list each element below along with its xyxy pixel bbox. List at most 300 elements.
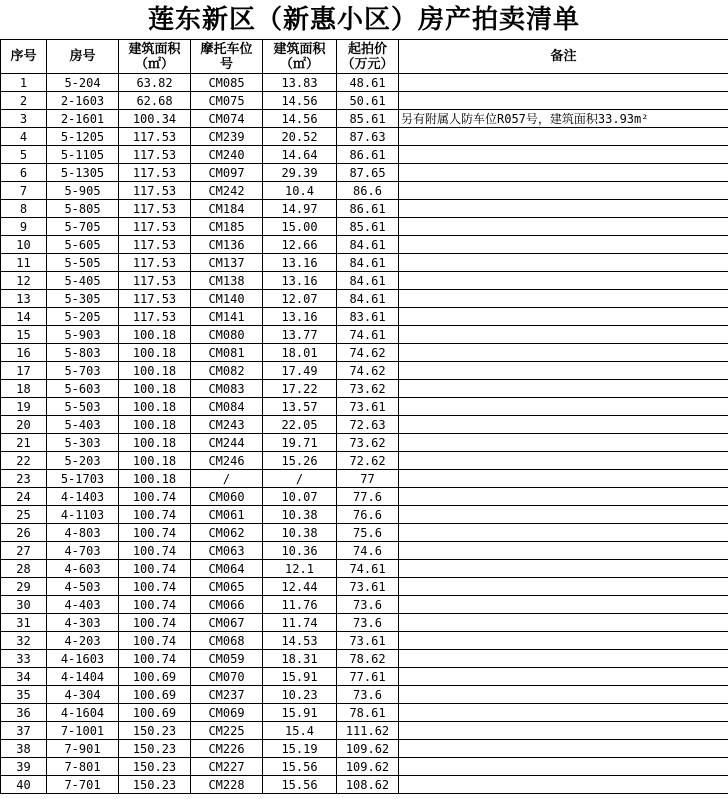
cell-note — [399, 416, 728, 434]
cell-area: 100.18 — [119, 434, 191, 452]
cell-room: 2-1603 — [47, 92, 119, 110]
cell-room: 4-203 — [47, 632, 119, 650]
cell-note — [399, 362, 728, 380]
table-row — [1, 776, 728, 794]
cell-seq: 38 — [1, 740, 47, 758]
cell-room: 5-705 — [47, 218, 119, 236]
header-moto: 摩托车位 号 — [191, 40, 263, 74]
cell-room: 5-605 — [47, 236, 119, 254]
cell-area: 117.53 — [119, 290, 191, 308]
cell-moto-area: 12.1 — [263, 560, 337, 578]
cell-price: 73.61 — [337, 632, 399, 650]
table-row — [1, 596, 728, 614]
cell-seq: 12 — [1, 272, 47, 290]
cell-note — [399, 488, 728, 506]
cell-moto-area: 17.49 — [263, 362, 337, 380]
table-row — [1, 344, 728, 362]
table-row — [1, 452, 728, 470]
table-row — [1, 254, 728, 272]
cell-moto-area: 13.77 — [263, 326, 337, 344]
cell-moto-area: 12.66 — [263, 236, 337, 254]
cell-moto-area: 22.05 — [263, 416, 337, 434]
cell-seq: 13 — [1, 290, 47, 308]
cell-seq: 8 — [1, 200, 47, 218]
cell-seq: 11 — [1, 254, 47, 272]
cell-room: 5-1305 — [47, 164, 119, 182]
cell-room: 5-1205 — [47, 128, 119, 146]
cell-room: 4-1403 — [47, 488, 119, 506]
cell-area: 100.69 — [119, 686, 191, 704]
auction-table — [0, 39, 728, 794]
cell-moto-area: 18.01 — [263, 344, 337, 362]
cell-area: 100.74 — [119, 614, 191, 632]
cell-price: 87.65 — [337, 164, 399, 182]
cell-moto: CM141 — [191, 308, 263, 326]
cell-seq: 2 — [1, 92, 47, 110]
cell-area: 100.18 — [119, 380, 191, 398]
cell-seq: 32 — [1, 632, 47, 650]
table-row — [1, 308, 728, 326]
cell-moto: CM185 — [191, 218, 263, 236]
cell-room: 5-503 — [47, 398, 119, 416]
cell-seq: 21 — [1, 434, 47, 452]
cell-area: 117.53 — [119, 254, 191, 272]
cell-room: 4-303 — [47, 614, 119, 632]
cell-moto: CM225 — [191, 722, 263, 740]
cell-note — [399, 506, 728, 524]
cell-note — [399, 632, 728, 650]
cell-moto-area: 13.16 — [263, 308, 337, 326]
cell-room: 5-203 — [47, 452, 119, 470]
cell-moto: CM061 — [191, 506, 263, 524]
cell-price: 73.6 — [337, 686, 399, 704]
cell-seq: 29 — [1, 578, 47, 596]
cell-moto: CM070 — [191, 668, 263, 686]
table-row — [1, 632, 728, 650]
cell-moto-area: / — [263, 470, 337, 488]
cell-room: 5-204 — [47, 74, 119, 92]
cell-seq: 4 — [1, 128, 47, 146]
table-body — [1, 74, 728, 794]
cell-note — [399, 290, 728, 308]
cell-room: 7-801 — [47, 758, 119, 776]
cell-moto: / — [191, 470, 263, 488]
cell-seq: 7 — [1, 182, 47, 200]
cell-moto: CM240 — [191, 146, 263, 164]
cell-seq: 31 — [1, 614, 47, 632]
cell-moto-area: 13.16 — [263, 254, 337, 272]
cell-room: 5-205 — [47, 308, 119, 326]
cell-seq: 33 — [1, 650, 47, 668]
cell-seq: 27 — [1, 542, 47, 560]
cell-moto: CM082 — [191, 362, 263, 380]
cell-room: 4-803 — [47, 524, 119, 542]
header-moto-area: 建筑面积 （㎡） — [263, 40, 337, 74]
cell-price: 84.61 — [337, 236, 399, 254]
cell-area: 100.18 — [119, 362, 191, 380]
cell-note — [399, 182, 728, 200]
cell-note — [399, 722, 728, 740]
cell-area: 117.53 — [119, 236, 191, 254]
table-row — [1, 668, 728, 686]
cell-note — [399, 614, 728, 632]
cell-price: 84.61 — [337, 290, 399, 308]
cell-area: 100.69 — [119, 704, 191, 722]
table-row — [1, 92, 728, 110]
cell-note — [399, 758, 728, 776]
table-row — [1, 740, 728, 758]
cell-moto: CM080 — [191, 326, 263, 344]
table-row — [1, 164, 728, 182]
table-row — [1, 560, 728, 578]
cell-moto-area: 13.83 — [263, 74, 337, 92]
cell-note — [399, 236, 728, 254]
cell-moto-area: 15.91 — [263, 668, 337, 686]
cell-area: 117.53 — [119, 218, 191, 236]
cell-note — [399, 668, 728, 686]
cell-seq: 36 — [1, 704, 47, 722]
table-row — [1, 578, 728, 596]
cell-room: 4-1103 — [47, 506, 119, 524]
cell-room: 4-304 — [47, 686, 119, 704]
cell-moto-area: 15.91 — [263, 704, 337, 722]
cell-note — [399, 470, 728, 488]
cell-moto-area: 15.26 — [263, 452, 337, 470]
cell-note — [399, 74, 728, 92]
cell-price: 109.62 — [337, 758, 399, 776]
cell-seq: 35 — [1, 686, 47, 704]
cell-seq: 5 — [1, 146, 47, 164]
cell-price: 74.62 — [337, 362, 399, 380]
cell-seq: 15 — [1, 326, 47, 344]
cell-seq: 22 — [1, 452, 47, 470]
cell-seq: 24 — [1, 488, 47, 506]
cell-moto: CM064 — [191, 560, 263, 578]
cell-moto-area: 14.56 — [263, 110, 337, 128]
cell-price: 86.61 — [337, 146, 399, 164]
header-area: 建筑面积 （㎡） — [119, 40, 191, 74]
cell-seq: 39 — [1, 758, 47, 776]
table-row — [1, 200, 728, 218]
cell-moto: CM062 — [191, 524, 263, 542]
cell-moto: CM140 — [191, 290, 263, 308]
cell-area: 100.74 — [119, 578, 191, 596]
cell-moto: CM226 — [191, 740, 263, 758]
table-row — [1, 434, 728, 452]
cell-area: 117.53 — [119, 182, 191, 200]
cell-moto-area: 19.71 — [263, 434, 337, 452]
table-row — [1, 416, 728, 434]
cell-area: 100.18 — [119, 398, 191, 416]
cell-price: 73.6 — [337, 614, 399, 632]
cell-area: 100.34 — [119, 110, 191, 128]
cell-moto-area: 15.4 — [263, 722, 337, 740]
table-row — [1, 524, 728, 542]
cell-price: 84.61 — [337, 272, 399, 290]
cell-note — [399, 326, 728, 344]
cell-seq: 28 — [1, 560, 47, 578]
cell-price: 77.6 — [337, 488, 399, 506]
cell-moto-area: 15.00 — [263, 218, 337, 236]
header-seq: 序号 — [1, 40, 47, 74]
cell-price: 72.62 — [337, 452, 399, 470]
cell-moto-area: 14.56 — [263, 92, 337, 110]
cell-price: 84.61 — [337, 254, 399, 272]
table-row — [1, 128, 728, 146]
cell-moto-area: 12.07 — [263, 290, 337, 308]
cell-room: 5-1703 — [47, 470, 119, 488]
cell-area: 100.18 — [119, 326, 191, 344]
cell-note — [399, 596, 728, 614]
cell-moto: CM060 — [191, 488, 263, 506]
cell-moto-area: 10.38 — [263, 524, 337, 542]
cell-price: 78.61 — [337, 704, 399, 722]
cell-room: 5-405 — [47, 272, 119, 290]
table-row — [1, 74, 728, 92]
cell-price: 77.61 — [337, 668, 399, 686]
table-row — [1, 488, 728, 506]
table-row — [1, 686, 728, 704]
cell-price: 85.61 — [337, 218, 399, 236]
cell-price: 75.6 — [337, 524, 399, 542]
cell-price: 74.61 — [337, 326, 399, 344]
cell-seq: 1 — [1, 74, 47, 92]
cell-moto: CM243 — [191, 416, 263, 434]
cell-note — [399, 254, 728, 272]
cell-moto: CM184 — [191, 200, 263, 218]
cell-moto-area: 14.64 — [263, 146, 337, 164]
cell-note — [399, 524, 728, 542]
cell-room: 5-703 — [47, 362, 119, 380]
cell-room: 7-901 — [47, 740, 119, 758]
cell-note — [399, 776, 728, 794]
sheet-title: 莲东新区（新惠小区）房产拍卖清单 — [147, 5, 580, 35]
cell-room: 2-1601 — [47, 110, 119, 128]
cell-moto-area: 15.56 — [263, 776, 337, 794]
header-price: 起拍价 （万元） — [337, 40, 399, 74]
cell-room: 5-505 — [47, 254, 119, 272]
cell-price: 74.6 — [337, 542, 399, 560]
cell-note: 另有附属人防车位R057号，建筑面积33.93m² — [399, 110, 728, 128]
cell-area: 150.23 — [119, 776, 191, 794]
cell-moto: CM228 — [191, 776, 263, 794]
cell-note — [399, 128, 728, 146]
cell-price: 86.61 — [337, 200, 399, 218]
cell-seq: 37 — [1, 722, 47, 740]
cell-area: 117.53 — [119, 164, 191, 182]
cell-price: 77 — [337, 470, 399, 488]
cell-room: 4-1404 — [47, 668, 119, 686]
cell-price: 74.62 — [337, 344, 399, 362]
cell-moto-area: 14.97 — [263, 200, 337, 218]
cell-moto: CM063 — [191, 542, 263, 560]
header-room: 房号 — [47, 40, 119, 74]
cell-moto: CM237 — [191, 686, 263, 704]
cell-price: 78.62 — [337, 650, 399, 668]
cell-seq: 23 — [1, 470, 47, 488]
cell-note — [399, 650, 728, 668]
cell-moto-area: 11.76 — [263, 596, 337, 614]
cell-moto-area: 14.53 — [263, 632, 337, 650]
table-row — [1, 470, 728, 488]
cell-seq: 6 — [1, 164, 47, 182]
cell-moto: CM246 — [191, 452, 263, 470]
cell-note — [399, 740, 728, 758]
cell-area: 100.74 — [119, 506, 191, 524]
cell-moto: CM137 — [191, 254, 263, 272]
cell-area: 117.53 — [119, 128, 191, 146]
cell-note — [399, 452, 728, 470]
cell-moto-area: 13.57 — [263, 398, 337, 416]
cell-price: 73.62 — [337, 434, 399, 452]
cell-seq: 25 — [1, 506, 47, 524]
cell-room: 5-305 — [47, 290, 119, 308]
table-row — [1, 380, 728, 398]
cell-seq: 19 — [1, 398, 47, 416]
cell-moto-area: 10.23 — [263, 686, 337, 704]
table-row — [1, 236, 728, 254]
cell-moto-area: 15.56 — [263, 758, 337, 776]
cell-area: 117.53 — [119, 272, 191, 290]
table-row — [1, 722, 728, 740]
cell-room: 4-1603 — [47, 650, 119, 668]
cell-room: 5-803 — [47, 344, 119, 362]
cell-price: 109.62 — [337, 740, 399, 758]
cell-moto: CM065 — [191, 578, 263, 596]
cell-moto: CM083 — [191, 380, 263, 398]
header-note: 备注 — [399, 40, 728, 74]
cell-note — [399, 218, 728, 236]
cell-moto: CM239 — [191, 128, 263, 146]
cell-note — [399, 344, 728, 362]
cell-room: 4-1604 — [47, 704, 119, 722]
table-row — [1, 758, 728, 776]
cell-moto: CM068 — [191, 632, 263, 650]
table-row — [1, 272, 728, 290]
cell-seq: 20 — [1, 416, 47, 434]
cell-moto: CM085 — [191, 74, 263, 92]
cell-moto: CM084 — [191, 398, 263, 416]
cell-seq: 14 — [1, 308, 47, 326]
cell-moto-area: 13.16 — [263, 272, 337, 290]
cell-moto-area: 17.22 — [263, 380, 337, 398]
table-row — [1, 542, 728, 560]
cell-seq: 3 — [1, 110, 47, 128]
cell-room: 7-1001 — [47, 722, 119, 740]
cell-note — [399, 686, 728, 704]
cell-moto-area: 11.74 — [263, 614, 337, 632]
cell-price: 85.61 — [337, 110, 399, 128]
cell-price: 73.61 — [337, 578, 399, 596]
cell-seq: 10 — [1, 236, 47, 254]
cell-room: 4-603 — [47, 560, 119, 578]
cell-moto: CM067 — [191, 614, 263, 632]
cell-area: 62.68 — [119, 92, 191, 110]
cell-room: 5-1105 — [47, 146, 119, 164]
cell-area: 100.74 — [119, 560, 191, 578]
table-row — [1, 326, 728, 344]
cell-area: 100.74 — [119, 524, 191, 542]
cell-note — [399, 542, 728, 560]
cell-price: 72.63 — [337, 416, 399, 434]
cell-note — [399, 272, 728, 290]
table-row — [1, 506, 728, 524]
cell-area: 100.74 — [119, 542, 191, 560]
cell-room: 5-905 — [47, 182, 119, 200]
cell-moto-area: 12.44 — [263, 578, 337, 596]
cell-note — [399, 92, 728, 110]
cell-moto-area: 18.31 — [263, 650, 337, 668]
cell-moto: CM242 — [191, 182, 263, 200]
cell-price: 73.61 — [337, 398, 399, 416]
cell-seq: 16 — [1, 344, 47, 362]
cell-seq: 26 — [1, 524, 47, 542]
table-row — [1, 290, 728, 308]
cell-room: 4-403 — [47, 596, 119, 614]
cell-moto-area: 10.36 — [263, 542, 337, 560]
cell-note — [399, 704, 728, 722]
cell-note — [399, 578, 728, 596]
cell-area: 100.18 — [119, 344, 191, 362]
cell-price: 48.61 — [337, 74, 399, 92]
cell-price: 108.62 — [337, 776, 399, 794]
cell-room: 5-603 — [47, 380, 119, 398]
cell-note — [399, 434, 728, 452]
cell-seq: 30 — [1, 596, 47, 614]
cell-area: 100.74 — [119, 632, 191, 650]
cell-area: 150.23 — [119, 722, 191, 740]
cell-seq: 17 — [1, 362, 47, 380]
cell-price: 73.6 — [337, 596, 399, 614]
cell-moto: CM138 — [191, 272, 263, 290]
cell-room: 5-903 — [47, 326, 119, 344]
cell-room: 5-805 — [47, 200, 119, 218]
cell-price: 50.61 — [337, 92, 399, 110]
cell-note — [399, 200, 728, 218]
cell-area: 100.74 — [119, 596, 191, 614]
cell-seq: 18 — [1, 380, 47, 398]
cell-moto-area: 10.38 — [263, 506, 337, 524]
cell-price: 74.61 — [337, 560, 399, 578]
cell-moto: CM227 — [191, 758, 263, 776]
cell-note — [399, 398, 728, 416]
cell-moto: CM075 — [191, 92, 263, 110]
table-row — [1, 362, 728, 380]
cell-moto-area: 10.4 — [263, 182, 337, 200]
cell-area: 100.74 — [119, 650, 191, 668]
cell-seq: 40 — [1, 776, 47, 794]
cell-room: 5-303 — [47, 434, 119, 452]
table-row — [1, 182, 728, 200]
cell-moto: CM136 — [191, 236, 263, 254]
cell-note — [399, 146, 728, 164]
cell-moto: CM069 — [191, 704, 263, 722]
table-row — [1, 110, 728, 128]
table-row — [1, 614, 728, 632]
cell-area: 150.23 — [119, 740, 191, 758]
cell-moto: CM081 — [191, 344, 263, 362]
cell-moto-area: 10.07 — [263, 488, 337, 506]
table-row — [1, 650, 728, 668]
cell-price: 111.62 — [337, 722, 399, 740]
cell-note — [399, 560, 728, 578]
cell-moto: CM097 — [191, 164, 263, 182]
cell-area: 100.69 — [119, 668, 191, 686]
cell-price: 86.6 — [337, 182, 399, 200]
cell-area: 100.18 — [119, 452, 191, 470]
cell-room: 4-503 — [47, 578, 119, 596]
cell-note — [399, 308, 728, 326]
